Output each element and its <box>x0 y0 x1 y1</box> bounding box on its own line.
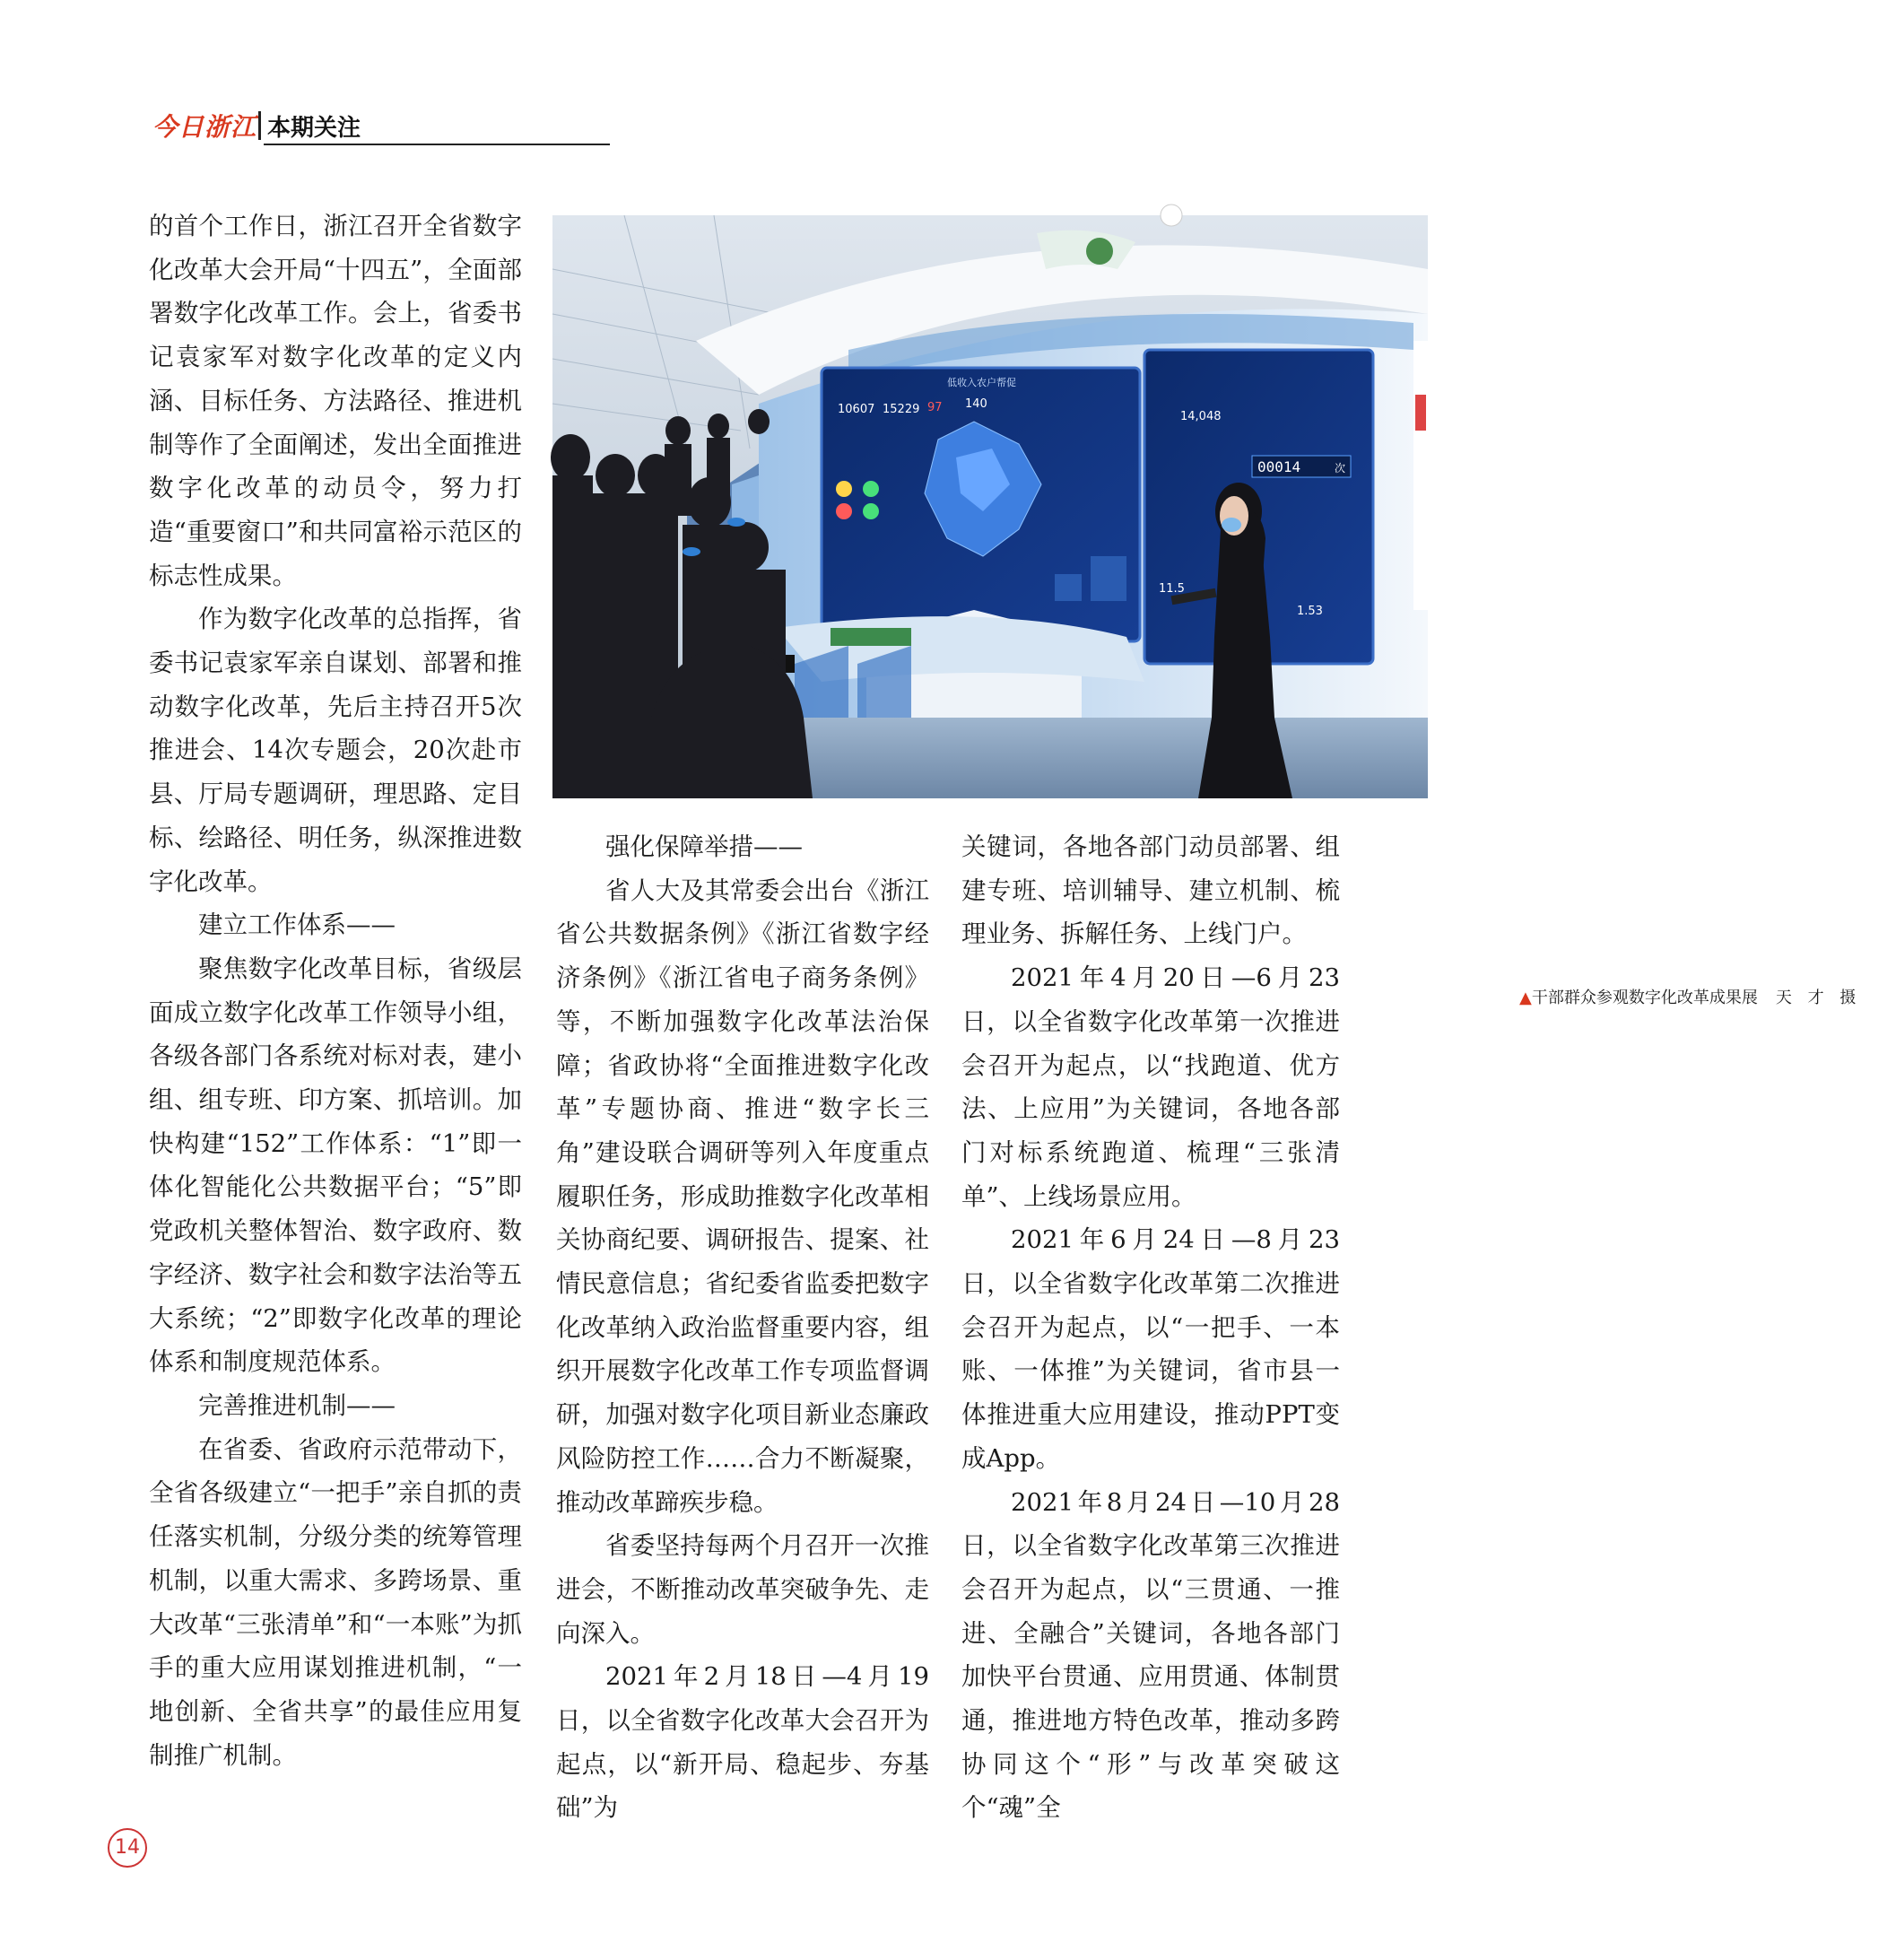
caption-text: 干部群众参观数字化改革成果展 <box>1531 989 1758 1007</box>
screen-number: 140 <box>965 397 987 411</box>
article-column-2 <box>556 825 929 1830</box>
screen-counter-suffix: 次 <box>1335 462 1346 475</box>
paragraph: 2021年8月24日—10月28日，以全省数字化改革第三次推进会召开为起点，以“三贯通、一推进、全融合”关键词，各地各部门加快平台贯通、应用贯通、体制贯通，推进地方特色改革，推动多跨协同这个“形”与改革突破这个“魂”全 <box>961 1487 1340 1823</box>
screen-number: 11.5 <box>1159 582 1185 596</box>
page-number: 14 <box>108 1828 147 1868</box>
article-column-1 <box>149 205 522 1777</box>
screen-number: 1.53 <box>1297 605 1323 618</box>
paragraph: 的首个工作日，浙江召开全省数字化改革大会开局“十四五”，全面部署数字化改革工作。会上，省委书记袁家军对数字化改革的定义内涵、目标任务、方法路径、推进机制等作了全面阐述，发出全面推进数字化改革的动员令，努力打造“重要窗口”和共同富裕示范区的标志性成果。 <box>149 212 522 590</box>
paragraph: 关键词，各地各部门动员部署、组建专班、培训辅导、建立机制、梳理业务、拆解任务、上线门户。 <box>961 832 1340 949</box>
paragraph: 2021年4月20日—6月23日，以全省数字化改革第一次推进会召开为起点，以“找跑道、优方法、上应用”为关键词，各地各部门对标系统跑道、梳理“三张清单”、上线场景应用。 <box>961 963 1340 1211</box>
paragraph: 省委坚持每两个月召开一次推进会，不断推动改革突破争先、走向深入。 <box>556 1531 929 1648</box>
screen-number: 97 <box>927 401 943 414</box>
subheading: 强化保障举措—— <box>605 832 803 861</box>
screen-title: 低收入农户帮促 <box>947 377 1016 388</box>
screen-counter: 00014 <box>1257 458 1301 475</box>
exhibition-scene <box>552 215 1428 798</box>
screen-number: 15229 <box>883 403 920 416</box>
screen-number: 14,048 <box>1180 410 1222 423</box>
paragraph: 在省委、省政府示范带动下，全省各级建立“一把手”亲自抓的责任落实机制，分级分类的统筹管理机制，以重大需求、多跨场景、重大改革“三张清单”和“一本账”为抓手的重大应用谋划推进机制，“一地创新、全省共享”的最佳应用复制推广机制。 <box>149 1434 522 1770</box>
paragraph: 2021年2月18日—4月19日，以全省数字化改革大会召开为起点，以“新开局、稳起步、夯基础”为 <box>556 1662 929 1823</box>
paragraph: 聚焦数字化改革目标，省级层面成立数字化改革工作领导小组，各级各部门各系统对标对表，建小组、组专班、印方案、抓培训。加快构建“152”工作体系：“1”即一体化智能化公共数据平台；“5”即党政机关整体智治、数字政府、数字经济、数字社会和数字法治等五大系统；“2”即数字化改革的理论体系和制度规范体系。 <box>149 954 522 1377</box>
header-divider <box>258 111 261 140</box>
paragraph: 2021年6月24日—8月23日，以全省数字化改革第二次推进会召开为起点，以“一把手、一本账、一体推”为关键词，省市县一体推进重大应用建设，推动PPT变成App。 <box>961 1225 1340 1473</box>
paragraph: 省人大及其常委会出台《浙江省公共数据条例》《浙江省数字经济条例》《浙江省电子商务条例》等，不断加强数字化改革法治保障；省政协将“全面推进数字化改革”专题协商、推进“数字长三角”建设联合调研等列入年度重点履职任务，形成助推数字化改革相关协商纪要、调研报告、提案、社情民意信息；省纪委省监委把数字化改革纳入政治监督重要内容，组织开展数字化改革工作专项监督调研，加强对数字化项目新业态廉政风险防控工作……合力不断凝聚，推动改革蹄疾步稳。 <box>556 875 929 1517</box>
page-header <box>152 108 457 145</box>
subheading: 建立工作体系—— <box>198 910 396 940</box>
section-title: 本期关注 <box>267 115 361 142</box>
paragraph: 作为数字化改革的总指挥，省委书记袁家军亲自谋划、部署和推动数字化改革，先后主持召开5次推进会、14次专题会，20次赴市县、厅局专题调研，理思路、定目标、绘路径、明任务，纵深推进数字化改革。 <box>149 605 522 896</box>
article-column-3 <box>961 825 1340 1830</box>
photo-caption <box>1512 985 1896 1012</box>
photo-credit: 天 才 摄 <box>1775 989 1862 1007</box>
caption-marker-icon: ▲ <box>1519 989 1532 1007</box>
header-rule <box>264 144 610 145</box>
subheading: 完善推进机制—— <box>198 1390 396 1420</box>
screen-number: 10607 <box>838 403 875 416</box>
magazine-logo: 今日浙江 <box>152 112 257 142</box>
